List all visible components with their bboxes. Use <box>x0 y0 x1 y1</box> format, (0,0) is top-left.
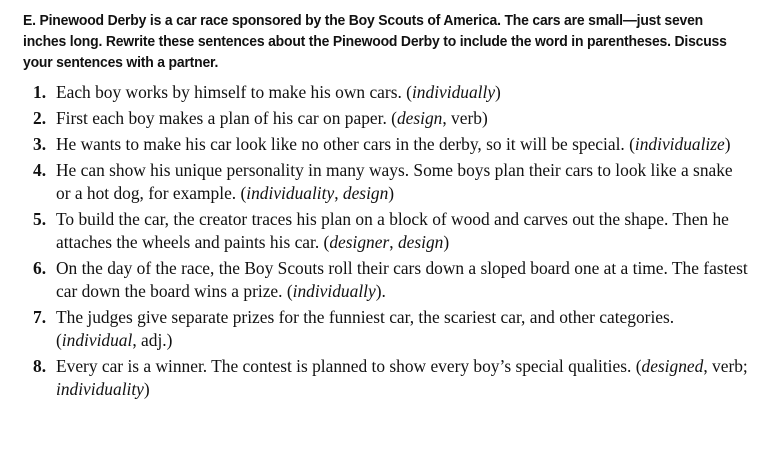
sentence-list <box>23 81 749 401</box>
item-number: 1. <box>33 82 47 102</box>
list-item <box>23 355 749 401</box>
exercise-instructions: E. Pinewood Derby is a car race sponsored by the Boy Scouts of America. The cars are small—just seven inches long. Rewrite these sentences about the Pinewood Derby to include the word in parentheses. Discuss your sentences with a partner. <box>23 12 727 71</box>
item-sentence: The judges give separate prizes for the funniest car, the scariest car, and other categories. <box>56 307 675 327</box>
hint-close: ) <box>443 232 450 252</box>
list-item <box>23 133 749 156</box>
hint-open: ( <box>635 356 642 376</box>
list-item <box>23 159 749 205</box>
list-item <box>23 107 749 130</box>
hint-word: designer <box>329 232 390 252</box>
hint-close: ) <box>166 330 173 350</box>
item-number: 8. <box>33 356 47 376</box>
item-number: 7. <box>33 307 47 327</box>
item-number: 2. <box>33 108 47 128</box>
hint-word: individuality <box>246 183 335 203</box>
item-sentence: Each boy works by himself to make his own cars. <box>56 82 407 102</box>
hint-close: ) <box>481 108 488 128</box>
list-item <box>23 81 749 104</box>
item-word-hint <box>56 330 172 350</box>
hint-word: designed <box>641 356 704 376</box>
hint-note: , verb <box>442 108 482 128</box>
hint-open: ( <box>406 82 412 102</box>
hint-note: , <box>389 232 398 252</box>
hint-word: individualize <box>634 134 725 154</box>
item-sentence: He wants to make his car look like no other cars in the derby, so it will be special. <box>56 134 630 154</box>
item-number: 6. <box>33 258 47 278</box>
hint-close: ). <box>375 281 386 301</box>
hint-note: , <box>334 183 343 203</box>
hint-note: , adj. <box>132 330 167 350</box>
hint-close: ) <box>495 82 501 102</box>
item-sentence: He can show his unique personality in many ways. Some boys plan their cars to look like a snake or a hot dog, for example. <box>56 160 733 203</box>
item-sentence: On the day of the race, the Boy Scouts roll their cars down a sloped board one at a time. The fastest car down the board wins a prize. <box>56 258 748 301</box>
item-number: 3. <box>33 134 47 154</box>
item-word-hint <box>240 183 394 203</box>
hint-open: ( <box>240 183 247 203</box>
hint-word: individual <box>61 330 133 350</box>
hint-word-2: design <box>342 183 389 203</box>
hint-open: ( <box>323 232 330 252</box>
list-item <box>23 208 749 254</box>
hint-open: ( <box>629 134 635 154</box>
item-word-hint <box>406 82 501 102</box>
hint-open: ( <box>56 330 62 350</box>
hint-word: design <box>396 108 443 128</box>
item-number: 5. <box>33 209 47 229</box>
item-word-hint <box>629 134 730 154</box>
item-sentence: First each boy makes a plan of his car on paper. <box>56 108 392 128</box>
hint-close: ) <box>143 379 150 399</box>
item-number: 4. <box>33 160 47 180</box>
item-word-hint <box>391 108 488 128</box>
item-word-hint <box>324 232 450 252</box>
item-word-hint <box>287 281 386 301</box>
hint-word: individually <box>411 82 496 102</box>
list-item <box>23 257 749 303</box>
hint-close: ) <box>388 183 395 203</box>
list-item <box>23 306 749 352</box>
item-sentence: Every car is a winner. The contest is planned to show every boy’s special qualities. <box>56 356 636 376</box>
hint-open: ( <box>286 281 293 301</box>
hint-close: ) <box>724 134 731 154</box>
hint-word-2: design <box>397 232 444 252</box>
hint-note: , verb; <box>703 356 748 376</box>
hint-open: ( <box>391 108 397 128</box>
hint-word: individually <box>292 281 376 301</box>
item-sentence: To build the car, the creator traces his plan on a block of wood and carves out the shape. Then he attaches the wheels and paints his car. <box>56 209 729 252</box>
hint-word-2: individuality <box>56 379 144 399</box>
